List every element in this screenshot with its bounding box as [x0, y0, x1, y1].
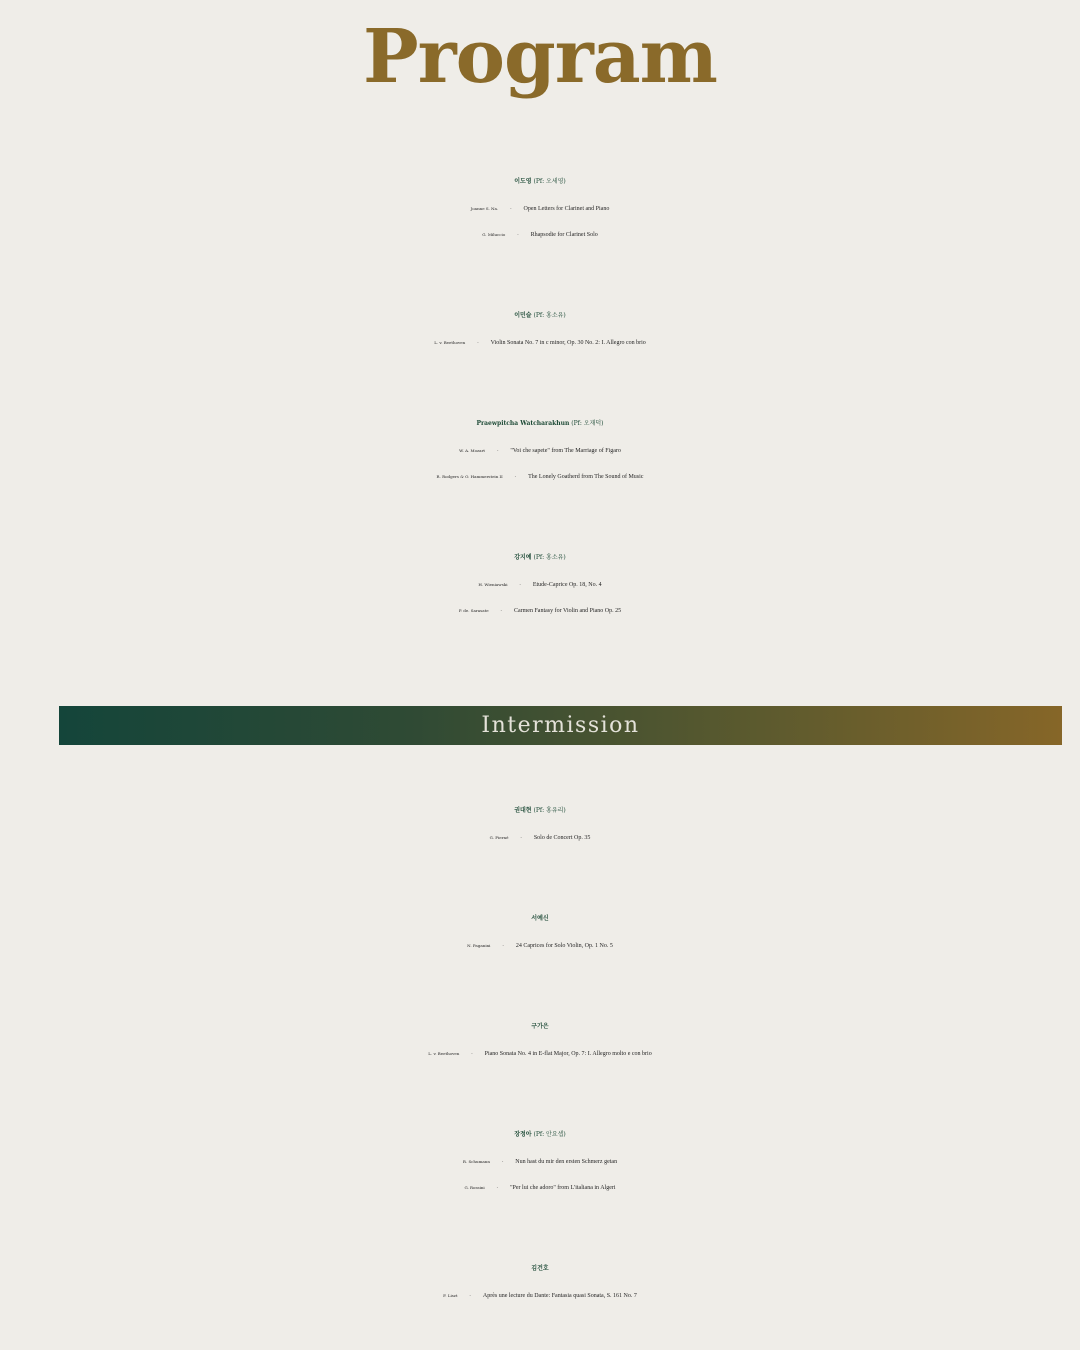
performer-line: [0, 168, 1080, 196]
composer-name: L. v. Beethoven: [428, 1051, 460, 1056]
performer-name: 서예신: [531, 915, 549, 922]
program-section: [0, 1013, 1080, 1067]
pianist-credit: (Pf: 오재덕): [571, 420, 604, 427]
piece-line: [0, 1149, 1080, 1175]
piece-line: [0, 825, 1080, 851]
piece-line: [0, 933, 1080, 959]
performer-name: 김건호: [531, 1265, 549, 1272]
pianist-credit: (Pf: 홍유리): [533, 807, 566, 814]
performer-name: 강지예: [514, 554, 532, 561]
composer-name: G. Miluccio: [482, 232, 506, 237]
performer-line: [0, 1121, 1080, 1149]
performer-name: 이도영: [514, 178, 532, 185]
piece-line: [0, 1041, 1080, 1067]
program-section: [0, 1255, 1080, 1309]
composer-name: N. Paganini: [467, 943, 491, 948]
program-section: [0, 544, 1080, 624]
separator-dash: -: [496, 1185, 499, 1190]
piece-line: [0, 572, 1080, 598]
piece-line: [0, 222, 1080, 248]
performer-line: [0, 544, 1080, 572]
work-title: "Voi che sapete" from The Marriage of Figaro: [510, 448, 621, 454]
work-title: Piano Sonata No. 4 in E-flat Major, Op. 7: I. Allegro molto e con brio: [484, 1051, 652, 1057]
performer-name: Praewpitcha Watcharakhun: [476, 420, 570, 427]
composer-name: R. Schumann: [462, 1159, 490, 1164]
separator-dash: -: [510, 206, 512, 211]
program-section: [0, 797, 1080, 851]
program-section: [0, 410, 1080, 490]
piece-line: [0, 438, 1080, 464]
work-title: Open Letters for Clarinet and Piano: [523, 206, 610, 212]
work-title: "Per lui che adoro" from L'italiana in Algeri: [510, 1185, 616, 1191]
pianist-credit: (Pf: 홍소유): [533, 554, 566, 561]
work-title: Violin Sonata No. 7 in c minor, Op. 30 No. 2: I. Allegro con brio: [490, 340, 646, 346]
piece-line: [0, 330, 1080, 356]
separator-dash: -: [514, 474, 517, 479]
performer-line: [0, 905, 1080, 933]
work-title: Carmen Fantasy for Violin and Piano Op. 25: [513, 608, 622, 614]
composer-name: H. Wieniawski: [478, 582, 508, 587]
separator-dash: -: [469, 1293, 471, 1298]
composer-name: G. Rossini: [464, 1185, 485, 1190]
composer-name: W. A. Mozart: [459, 448, 486, 453]
separator-dash: -: [497, 448, 499, 453]
piece-line: [0, 1283, 1080, 1309]
composer-name: Joanne S. Na.: [470, 206, 499, 211]
performer-line: [0, 1255, 1080, 1283]
work-title: 24 Caprices for Solo Violin, Op. 1 No. 5: [515, 943, 613, 949]
performer-line: [0, 302, 1080, 330]
performer-name: 이민슬: [514, 312, 532, 319]
composer-name: P. de. Sarasate: [458, 608, 489, 613]
separator-dash: -: [519, 582, 521, 587]
performer-line: [0, 410, 1080, 438]
composer-name: R. Rodgers & O. Hammerstein II: [436, 474, 503, 479]
work-title: The Lonely Goatherd from The Sound of Music: [528, 474, 644, 480]
program-section: [0, 302, 1080, 356]
separator-dash: -: [502, 943, 504, 948]
work-title: Solo de Concert Op. 35: [533, 835, 591, 841]
program-section: [0, 1121, 1080, 1201]
performer-name: 장정아: [514, 1131, 532, 1138]
work-title: Rhapsodie for Clarinet Solo: [530, 232, 598, 238]
pianist-credit: (Pf: 오세영): [533, 178, 566, 185]
work-title: Après une lecture du Dante: Fantasia quasi Sonata, S. 161 No. 7: [482, 1293, 637, 1299]
piece-line: [0, 1175, 1080, 1201]
program-section: [0, 168, 1080, 248]
separator-dash: -: [517, 232, 519, 237]
separator-dash: -: [471, 1051, 473, 1056]
composer-name: G. Pierné: [489, 835, 509, 840]
work-title: Nun hast du mir den ersten Schmerz getan: [515, 1159, 618, 1165]
intermission-label: Intermission: [481, 713, 640, 738]
performer-name: 구가은: [531, 1023, 549, 1030]
program-section: [0, 905, 1080, 959]
performer-line: [0, 797, 1080, 825]
separator-dash: -: [477, 340, 479, 345]
separator-dash: -: [500, 608, 502, 613]
performer-line: [0, 1013, 1080, 1041]
separator-dash: -: [520, 835, 522, 840]
pianist-credit: (Pf: 홍소유): [533, 312, 566, 319]
pianist-credit: (Pf: 안요셉): [533, 1131, 566, 1138]
piece-line: [0, 464, 1080, 490]
separator-dash: -: [501, 1159, 504, 1164]
performer-name: 권대현: [514, 807, 532, 814]
intermission-banner: [59, 706, 1062, 745]
work-title: Etude-Caprice Op. 18, No. 4: [532, 582, 602, 588]
composer-name: L. v. Beethoven: [434, 340, 466, 345]
composer-name: F. Liszt: [443, 1293, 458, 1298]
piece-line: [0, 196, 1080, 222]
page-title: Program: [363, 14, 717, 100]
piece-line: [0, 598, 1080, 624]
